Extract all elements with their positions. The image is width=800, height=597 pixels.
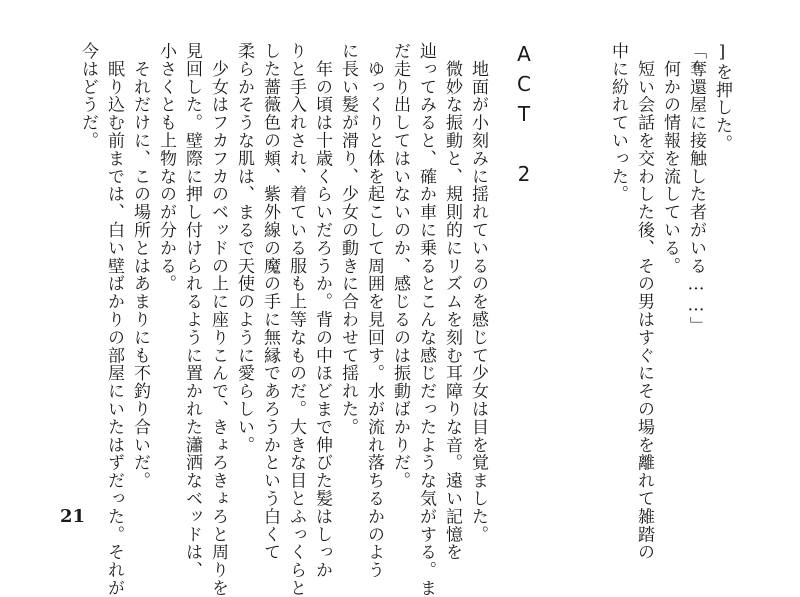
text-line-18: 小さくとも上物なのが分かる。: [156, 42, 176, 293]
text-line-21: 今はどうだ。: [78, 42, 98, 150]
text-line-11: に長い髪が滑り、少女の動きに合わせて揺れた。: [338, 42, 358, 436]
text-line-6: 地面が小刻みに揺れているのを感じて少女は目を覚ました。: [468, 42, 488, 544]
text-line-17: 見回した。壁際に押し付けられるように置かれた瀟洒なベッドは、: [182, 42, 202, 579]
text-line-8: 辿ってみると、確か車に乗るとこんな感じだったような気がする。ま: [416, 42, 436, 597]
text-line-20: 眠り込む前までは、白い壁ばかりの部屋にいたはずだった。それが: [104, 42, 124, 597]
chapter-heading: ACT 2: [512, 42, 536, 192]
text-line-10: ゆっくりと体を起こして周囲を見回す。水が流れ落ちるかのよう: [364, 42, 384, 579]
text-line-9: だ走り出してはいないのか、感じるのは振動ばかりだ。: [390, 42, 410, 490]
text-line-19: それだけに、この場所とはあまりにも不釣り合いだ。: [130, 42, 150, 490]
text-line-13: りと手入れされ、着ている服も上等なものだ。大きな目とふっくらと: [286, 42, 306, 597]
page-number: 21: [60, 506, 86, 527]
text-line-4: 短い会話を交わした後、その男はすぐにその場を離れて雑踏の: [634, 42, 654, 562]
text-line-2: 「奪還屋に接触した者がいる……」: [686, 42, 706, 335]
text-line-1: ]を押した。: [712, 42, 732, 153]
text-line-16: 少女はフカフカのベッドの上に座りこんで、きょろきょろと周りを: [208, 42, 228, 597]
text-line-15: 柔らかそうな肌は、まるで天使のように愛らしい。: [234, 42, 254, 454]
text-line-12: 年の頃は十歳くらいだろうか。背の中ほどまで伸びた髪はしっか: [312, 42, 332, 579]
text-line-14: した薔薇色の頬、紫外線の魔の手に無縁であろうかという白くて: [260, 42, 280, 562]
text-line-7: 微妙な振動と、規則的にリズムを刻む耳障りな音。遠い記憶を: [442, 42, 462, 562]
text-line-5: 中に紛れていった。: [608, 42, 628, 204]
text-line-3: 何かの情報を流している。: [660, 42, 680, 275]
